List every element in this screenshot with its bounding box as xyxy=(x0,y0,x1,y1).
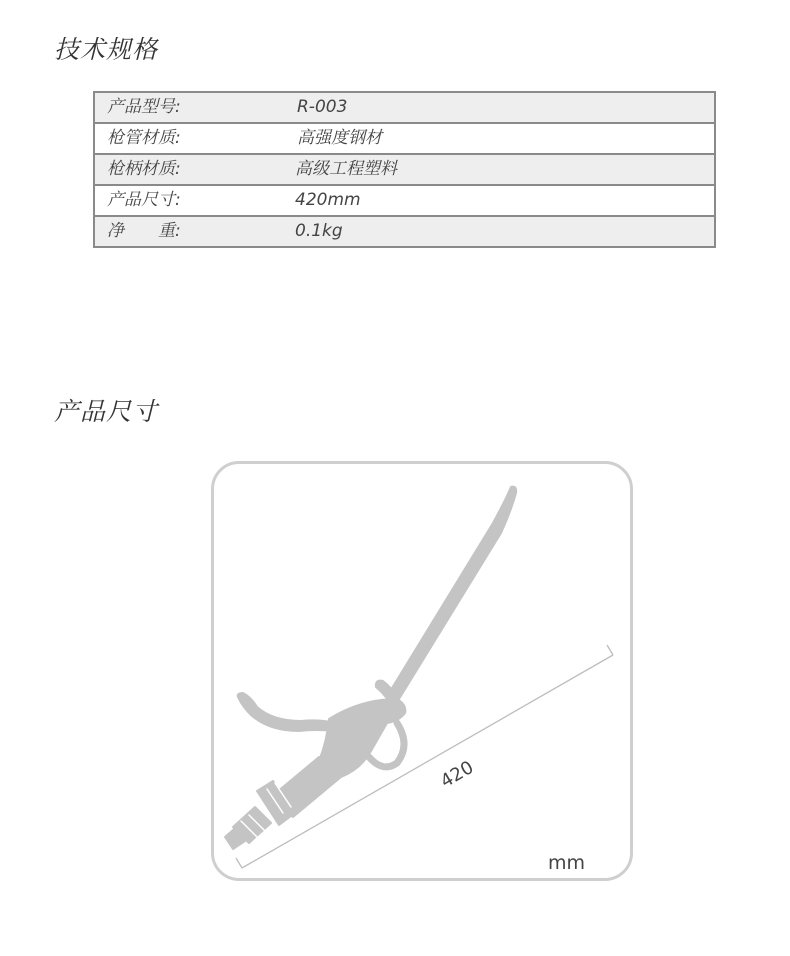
dimension-length-label: 420 xyxy=(437,756,478,793)
spec-table xyxy=(93,91,716,248)
spec-value: R-003 xyxy=(295,92,715,123)
spec-section-title: 技术规格 xyxy=(54,35,159,64)
spec-label: 产品尺寸: xyxy=(94,185,295,216)
spec-label: 产品型号: xyxy=(94,92,295,123)
spec-row-handle-material xyxy=(94,154,715,185)
spec-value: 420mm xyxy=(295,185,715,216)
spec-value: 高级工程塑料 xyxy=(295,154,715,185)
spec-row-model xyxy=(94,92,715,123)
spec-row-size xyxy=(94,185,715,216)
dimension-line xyxy=(236,645,613,868)
spec-label: 枪管材质: xyxy=(94,123,295,154)
spec-label: 净 重: xyxy=(94,216,295,247)
spec-label: 枪柄材质: xyxy=(94,154,295,185)
spec-value: 高强度钢材 xyxy=(295,123,715,154)
size-section-title: 产品尺寸 xyxy=(54,397,159,426)
dimension-unit-label: mm xyxy=(548,852,586,874)
spec-row-barrel-material xyxy=(94,123,715,154)
product-dimension-drawing xyxy=(211,461,633,881)
spec-value: 0.1kg xyxy=(295,216,715,247)
spec-row-weight xyxy=(94,216,715,247)
